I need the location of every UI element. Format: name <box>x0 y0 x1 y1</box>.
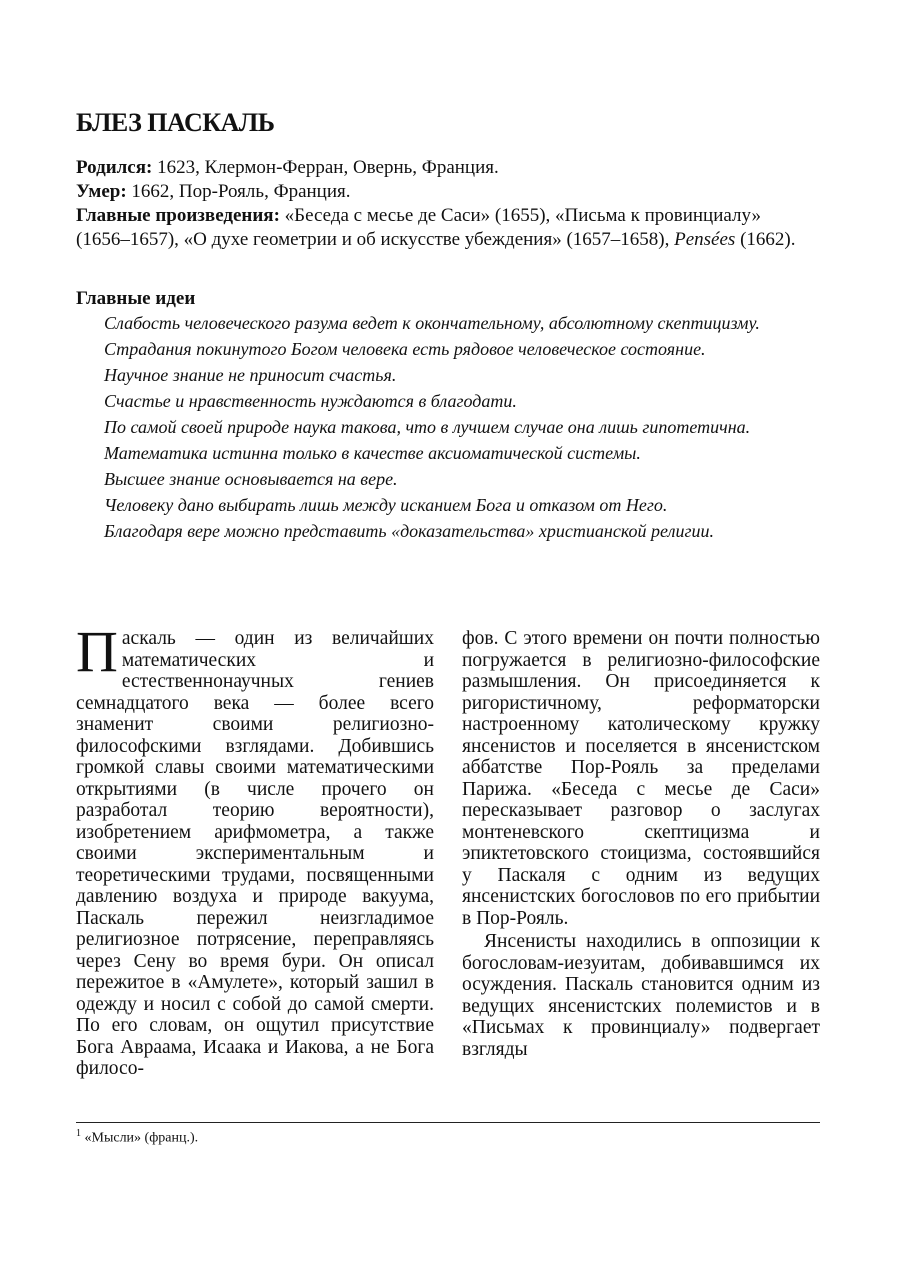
idea-item: Научное знание не приносит счастья. <box>104 365 397 385</box>
main-ideas-heading: Главные идеи <box>76 288 196 309</box>
born-value: 1623, Клермон-Ферран, Овернь, Франция. <box>157 157 499 178</box>
born-line <box>76 156 816 180</box>
idea-item: Высшее знание основывается на вере. <box>104 469 398 489</box>
drop-cap: П <box>76 619 118 684</box>
body-column-left <box>76 619 434 1080</box>
main-ideas-list <box>104 312 822 546</box>
works-value: «Беседа с месье де Саси» (1655), «Письма к провинциалу» (1656–1657), «О духе геометрии и об искусстве убеждения» (1657–1658), <box>76 205 761 250</box>
body-paragraph <box>76 619 434 1080</box>
idea-item: Счастье и нравственность нуждаются в благодати. <box>104 391 517 411</box>
footnote-divider <box>76 1122 820 1123</box>
idea-item: Человеку дано выбирать лишь между исканием Бога и отказом от Него. <box>104 495 668 515</box>
body-text-left: аскаль — один из величайших математических и естественнонаучных гениев семнадцатого века — более всего знаменит своими религиозно-философскими взглядами. Добившись громкой славы своими математическими открытиями (в числе прочего он разработал теорию вероятности), изобретением арифмометра, а также своими экспериментальным и теоретическими трудами, посвященными давлению воздуха и природе вакуума, Паскаль пережил неизгладимое религиозное потрясение, переправляясь через Сену во время бури. Он описал пережитое в «Амулете», который зашил в одежду и носил с собой до самой смерти. По его словам, он ощутил присутствие Бога Авраама, Исаака и Иакова, а не Бога филосо- <box>76 628 434 1079</box>
body-paragraph: фов. С этого времени он почти полностью погружается в религиозно-философские размышления. Он присоединяется к ригористичному, реформаторски настроенному католическому кружку янсенистов и поселяется в янсенистском аббатстве Пор-Рояль за пределами Парижа. «Беседа с месье де Саси» пересказывает разговор о заслугах монтеневского скептицизма и эпиктетовского стоицизма, состоявшийся у Паскаля с одним из ведущих янсенистских богословов по его прибытии в Пор-Рояль. <box>462 628 820 929</box>
footnote-mark: 1 <box>76 1128 81 1139</box>
page-title: БЛЕЗ ПАСКАЛЬ <box>76 108 275 137</box>
died-line <box>76 180 816 204</box>
idea-item: Благодаря вере можно представить «доказательства» христианской религии. <box>104 521 714 541</box>
body-paragraph: Янсенисты находились в оппозиции к богословам-иезуитам, добивавшимся их осуждения. Паскаль становится одним из ведущих янсенистских полемистов и в «Письмах к провинциалу» подвергает взгляды <box>462 931 820 1060</box>
died-value: 1662, Пор-Рояль, Франция. <box>131 181 351 202</box>
footnote-text: «Мысли» (франц.). <box>84 1130 199 1146</box>
works-pensees-title: Pensées <box>674 229 736 250</box>
idea-item: Слабость человеческого разума ведет к окончательному, абсолютному скептицизму. <box>104 313 760 333</box>
body-column-right <box>462 628 820 1060</box>
idea-item: Страдания покинутого Богом человека есть рядовое человеческое состояние. <box>104 339 706 359</box>
born-label: Родился: <box>76 157 153 178</box>
died-label: Умер: <box>76 181 127 202</box>
idea-item: По самой своей природе наука такова, что в лучшем случае она лишь гипотетична. <box>104 417 751 437</box>
biography-meta <box>76 156 816 252</box>
works-line <box>76 204 816 252</box>
idea-item: Математика истинна только в качестве аксиоматической системы. <box>104 443 641 463</box>
footnote <box>76 1128 198 1147</box>
works-value-end: (1662). <box>740 229 796 250</box>
works-label: Главные произведения: <box>76 205 280 226</box>
